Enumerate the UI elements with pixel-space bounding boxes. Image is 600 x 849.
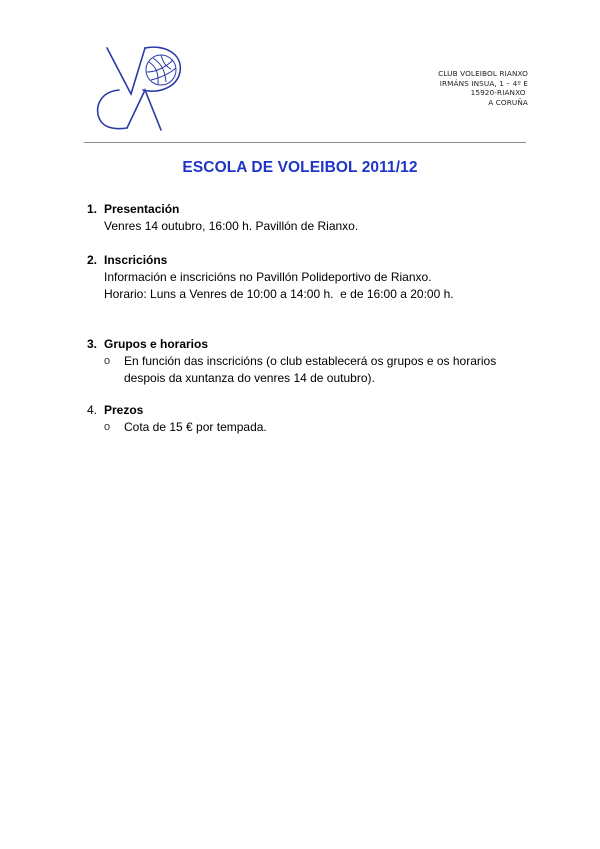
bullet-item <box>87 353 524 387</box>
section-number: 1. <box>87 202 98 216</box>
section-number: 2. <box>87 253 98 267</box>
club-address <box>438 69 528 107</box>
logo-letter-v <box>107 48 145 94</box>
document-title: ESCOLA DE VOLEIBOL 2011/12 <box>182 159 418 176</box>
bullet-icon: o <box>104 421 111 433</box>
section-heading: Prezos <box>104 403 144 417</box>
logo-letter-a <box>127 90 161 130</box>
section-heading: Grupos e horarios <box>104 337 209 351</box>
header-divider <box>84 142 526 143</box>
section-heading: Inscricións <box>104 253 168 267</box>
section-number: 4. <box>87 403 98 417</box>
club-logo <box>85 42 195 134</box>
section-text: Información e inscricións no Pavillón Polideportivo de Rianxo. <box>104 270 432 284</box>
logo-letter-c <box>98 90 127 129</box>
section-number: 3. <box>87 337 98 351</box>
address-line: A CORUÑA <box>488 97 528 107</box>
section-heading: Presentación <box>104 202 180 216</box>
bullet-text: Cota de 15 € por tempada. <box>124 420 267 434</box>
volleyball-icon <box>146 55 176 85</box>
section-presentacion <box>87 201 358 235</box>
bullet-icon: o <box>104 355 111 367</box>
address-line: IRMÁNS INSUA, 1 – 4º E <box>439 78 528 88</box>
section-prezos <box>87 402 524 436</box>
section-text: Venres 14 outubro, 16:00 h. Pavillón de Rianxo. <box>104 219 359 233</box>
section-text: Horario: Luns a Venres de 10:00 a 14:00 h. e de 16:00 a 20:00 h. <box>104 287 454 301</box>
section-grupos-horarios <box>87 336 524 387</box>
bullet-text: En función das inscricións (o club establecerá os grupos e os horarios despois da xuntanza do venres 14 de outubro). <box>124 354 497 385</box>
bullet-item <box>87 419 524 436</box>
section-inscricions <box>87 252 454 303</box>
address-line: 15920-RIANXO <box>470 88 528 97</box>
address-line: CLUB VOLEIBOL RIANXO <box>438 69 528 78</box>
